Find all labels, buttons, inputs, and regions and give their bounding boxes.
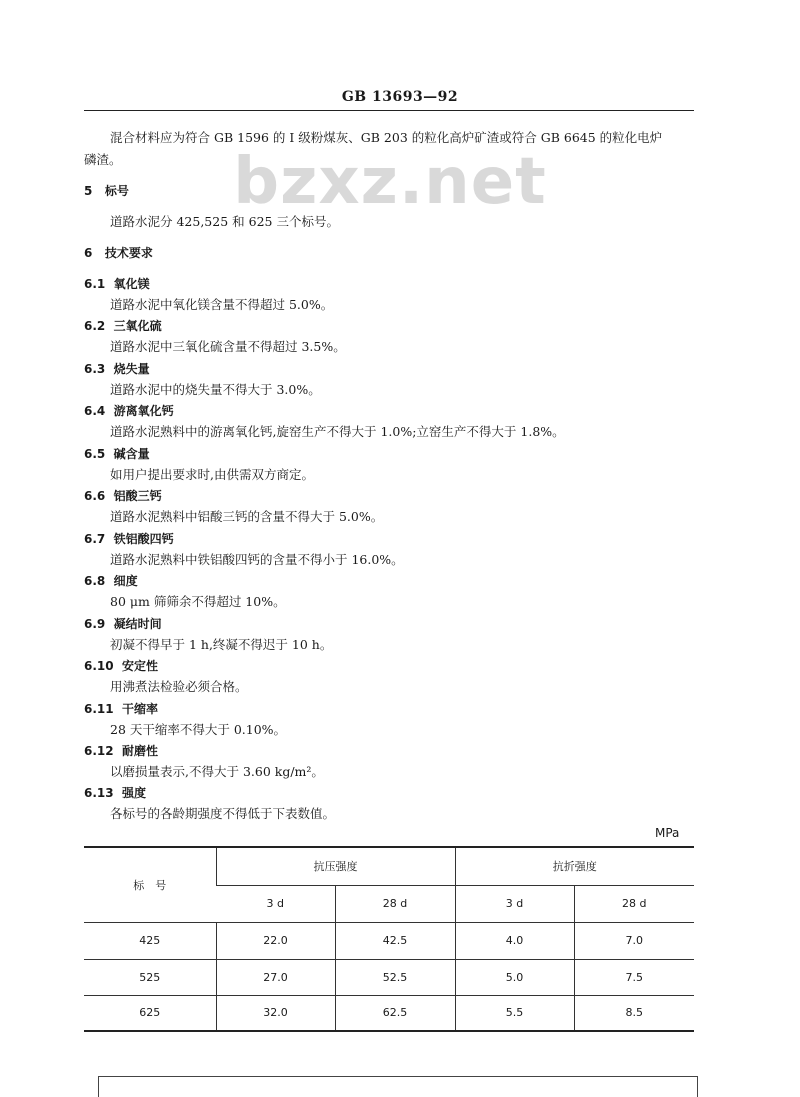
grade-cell: 525 bbox=[84, 959, 216, 995]
clause-6-12-text: 以磨损量表示,不得大于 3.60 kg/m²。 bbox=[110, 764, 324, 779]
table-cell: 42.5 bbox=[335, 922, 455, 959]
grade-cell: 425 bbox=[84, 922, 216, 959]
section-5-title: 标号 bbox=[104, 184, 129, 198]
intro-line-1: 混合材料应为符合 GB 1596 的 I 级粉煤灰、GB 203 的粒化高炉矿渣或符合 GB 6645 的粒化电炉 bbox=[110, 130, 663, 145]
clause-6-11-heading: 6.11 干缩率 bbox=[84, 702, 158, 716]
section-5-number: 5 bbox=[84, 184, 93, 198]
clause-6-3-text: 道路水泥中的烧失量不得大于 3.0%。 bbox=[110, 382, 321, 397]
age-header: 28 d bbox=[335, 885, 455, 922]
clause-6-8-text: 80 μm 筛筛余不得超过 10%。 bbox=[110, 594, 286, 609]
grade-header: 标 号 bbox=[84, 847, 216, 922]
header-rule bbox=[84, 110, 694, 111]
clause-6-2-heading: 6.2 三氧化硫 bbox=[84, 319, 162, 333]
clause-6-1-text: 道路水泥中氧化镁含量不得超过 5.0%。 bbox=[110, 297, 334, 312]
watermark: bzxz.net bbox=[233, 145, 547, 219]
table-cell: 5.0 bbox=[455, 959, 574, 995]
table-cell: 7.5 bbox=[574, 959, 694, 995]
clause-6-2-text: 道路水泥中三氧化硫含量不得超过 3.5%。 bbox=[110, 339, 346, 354]
section-5-heading bbox=[84, 182, 129, 200]
table-cell: 32.0 bbox=[216, 995, 335, 1031]
clause-6-6-text: 道路水泥熟料中铝酸三钙的含量不得大于 5.0%。 bbox=[110, 509, 384, 524]
clause-6-6-heading: 6.6 铝酸三钙 bbox=[84, 489, 162, 503]
section-6-heading bbox=[84, 244, 153, 262]
table-cell: 62.5 bbox=[335, 995, 455, 1031]
table-cell: 8.5 bbox=[574, 995, 694, 1031]
clause-6-13-text: 各标号的各龄期强度不得低于下表数值。 bbox=[110, 806, 336, 821]
clause-6-12-heading: 6.12 耐磨性 bbox=[84, 744, 158, 758]
section-6-title: 技术要求 bbox=[104, 246, 153, 260]
table-row bbox=[84, 922, 694, 959]
table-cell: 7.0 bbox=[574, 922, 694, 959]
clause-6-10-heading: 6.10 安定性 bbox=[84, 659, 158, 673]
section-6-number: 6 bbox=[84, 246, 93, 260]
footer-box bbox=[98, 1076, 698, 1097]
table-cell: 27.0 bbox=[216, 959, 335, 995]
table-cell: 5.5 bbox=[455, 995, 574, 1031]
clause-6-8-heading: 6.8 细度 bbox=[84, 574, 138, 588]
table-cell: 22.0 bbox=[216, 922, 335, 959]
table-row bbox=[84, 959, 694, 995]
table-row bbox=[84, 995, 694, 1031]
clause-6-11-text: 28 天干缩率不得大于 0.10%。 bbox=[110, 722, 287, 737]
clause-6-7-heading: 6.7 铁铝酸四钙 bbox=[84, 532, 174, 546]
compressive-strength-header: 抗压强度 bbox=[216, 847, 455, 885]
clause-6-9-heading: 6.9 凝结时间 bbox=[84, 617, 162, 631]
table-cell: 52.5 bbox=[335, 959, 455, 995]
grade-cell: 625 bbox=[84, 995, 216, 1031]
clause-6-10-text: 用沸煮法检验必须合格。 bbox=[110, 679, 248, 694]
clause-6-4-heading: 6.4 游离氧化钙 bbox=[84, 404, 174, 418]
flexural-strength-header: 抗折强度 bbox=[455, 847, 694, 885]
clause-6-3-heading: 6.3 烧失量 bbox=[84, 362, 150, 376]
strength-table bbox=[84, 846, 694, 1032]
intro-line-2: 磷渣。 bbox=[84, 152, 122, 167]
clause-6-5-heading: 6.5 碱含量 bbox=[84, 447, 150, 461]
table-unit: MPa bbox=[655, 826, 680, 840]
clause-6-13-heading: 6.13 强度 bbox=[84, 786, 146, 800]
clause-6-7-text: 道路水泥熟料中铁铝酸四钙的含量不得小于 16.0%。 bbox=[110, 552, 404, 567]
page-header: GB 13693—92 bbox=[341, 89, 459, 105]
age-header: 28 d bbox=[574, 885, 694, 922]
section-5-text: 道路水泥分 425,525 和 625 三个标号。 bbox=[110, 214, 339, 229]
clause-6-9-text: 初凝不得早于 1 h,终凝不得迟于 10 h。 bbox=[110, 637, 333, 652]
clause-6-1-heading: 6.1 氧化镁 bbox=[84, 277, 150, 291]
age-header: 3 d bbox=[216, 885, 335, 922]
clause-6-5-text: 如用户提出要求时,由供需双方商定。 bbox=[110, 467, 314, 482]
table-cell: 4.0 bbox=[455, 922, 574, 959]
clause-6-4-text: 道路水泥熟料中的游离氧化钙,旋窑生产不得大于 1.0%;立窑生产不得大于 1.8%。 bbox=[110, 424, 565, 439]
age-header: 3 d bbox=[455, 885, 574, 922]
table-header-row bbox=[84, 847, 694, 885]
